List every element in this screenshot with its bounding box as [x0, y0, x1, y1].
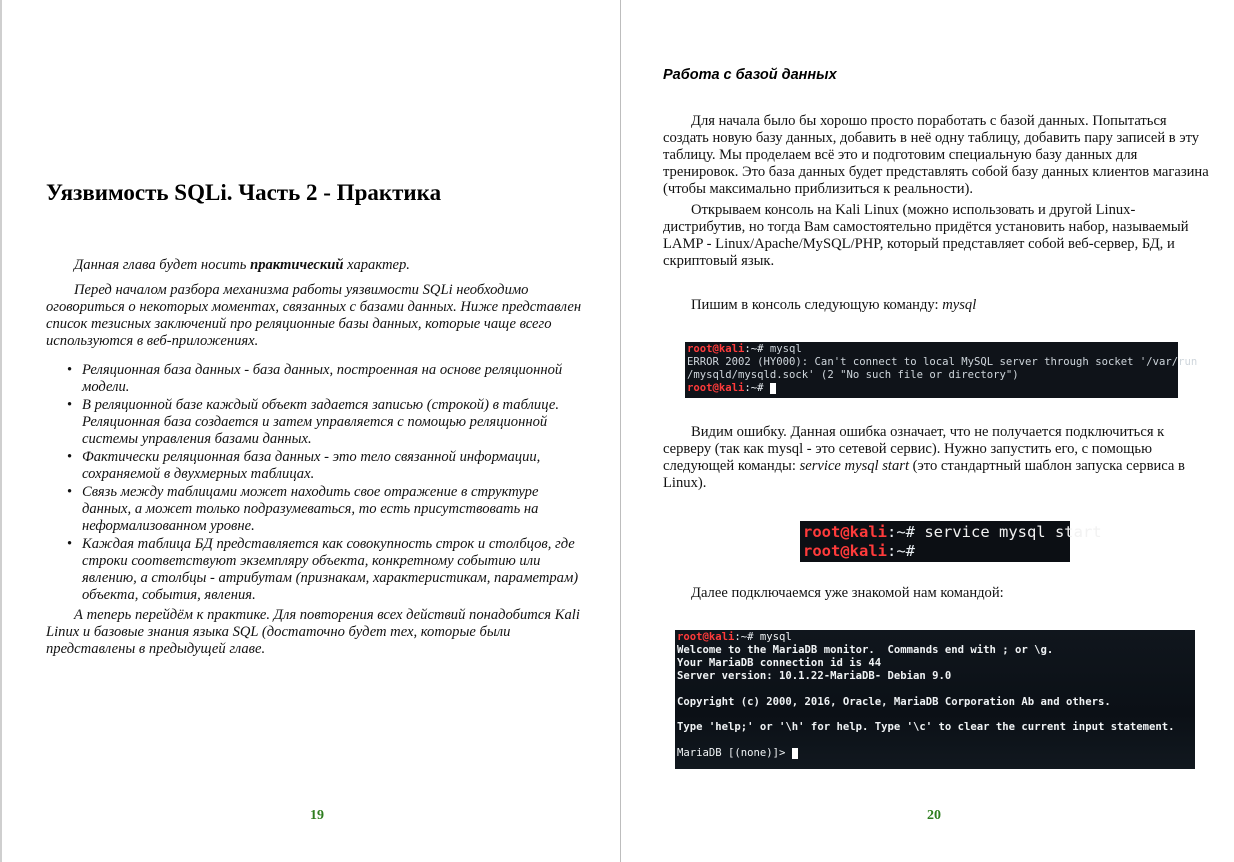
paragraph-text: Далее подключаемся уже знакомой нам командой:: [691, 585, 1004, 601]
terminal-line: [803, 542, 1067, 561]
paragraph-text: Открываем консоль на Kali Linux (можно использовать и другой Linux-дистрибутив, но тогда Вам самостоятельно придётся установить набор, называемый LAMP - Linux/Apache/MySQL/PHP, который представляет собой веб-сервер, БД, и скриптовый язык.: [663, 202, 1189, 269]
chapter-title: Уязвимость SQLi. Часть 2 - Практика: [46, 180, 442, 205]
prompt-rest: :~#: [744, 343, 770, 355]
terminal-blank-line: [677, 683, 1193, 696]
paragraph-text: Для начала было бы хорошо просто поработать с базой данных. Попытаться создать новую базу данных, добавить в неё одну таблицу, добавить пару записей в эту таблицу. Мы проделаем всё это и подготовим специальную базу данных для тренировок. Это база данных будет представлять собой базу данных клиентов магазина (чтобы максимально приблизиться к реальности).: [663, 113, 1209, 197]
bullet-text: Реляционная база данных - база данных, построенная на основе реляционной модели.: [82, 362, 563, 395]
list-item: [67, 362, 582, 396]
bullet-symbol: •: [67, 484, 73, 500]
paragraph: [663, 297, 1213, 314]
paragraph-text: Видим ошибку. Данная ошибка означает, что не получается подключиться к серверу (так как mysql - это сетевой сервис). Нужно запустить его, с помощью следующей команды:: [663, 424, 1165, 474]
prompt-rest: :~#: [744, 382, 770, 394]
terminal-line: [677, 631, 1193, 644]
bullet-text: В реляционной базе каждый объект задается записью (строкой) в таблице. Реляционная база создается и затем управляется с помощью реляционной системы управления базами данных.: [82, 397, 559, 447]
command: service mysql start: [924, 523, 1102, 541]
section-heading: Работа с базой данных: [663, 67, 837, 83]
prompt-user: root@kali: [803, 542, 887, 560]
terminal-blank-line: [677, 734, 1193, 747]
paragraph-text: (это стандартный шаблон запуска сервиса в Linux).: [663, 458, 1185, 491]
terminal-line: [687, 382, 1176, 395]
terminal-line: Type 'help;' or '\h' for help. Type '\c' to clear the current input statement.: [677, 721, 1175, 734]
inline-command: mysql: [942, 297, 977, 313]
terminal-line: Copyright (c) 2000, 2016, Oracle, MariaDB Corporation Ab and others.: [677, 695, 1111, 708]
list-item: [67, 484, 582, 535]
paragraph: [663, 424, 1213, 492]
bullet-symbol: •: [67, 536, 73, 552]
bullet-symbol: •: [67, 362, 73, 378]
intro1-post: характер.: [343, 257, 410, 273]
prompt-user: root@kali: [677, 631, 735, 643]
terminal-line: Welcome to the MariaDB monitor. Commands end with ; or \g.: [677, 643, 1054, 656]
terminal-screenshot-service: [800, 521, 1102, 562]
list-item: [67, 397, 582, 448]
list-item: [67, 536, 582, 604]
prompt-user: root@kali: [803, 523, 887, 541]
intro-paragraph-2: Перед началом разбора механизма работы уязвимости SQLi необходимо оговориться о некоторых моментах, связанных с базами данных. Ниже представлен список тезисных заключений про реляционные базы данных, которые чаще всего используются в веб-приложениях.: [46, 282, 582, 349]
cursor: [792, 748, 798, 759]
bullet-symbol: •: [67, 397, 73, 413]
intro1-bold: практический: [250, 257, 344, 273]
inline-command: service mysql start: [799, 458, 910, 474]
bullet-text: Каждая таблица БД представляется как совокупность строк и столбцов, где строки соответствуют экземпляру объекта, конкретному событию или явлению, а столбцы - атрибутам (признакам, характеристикам, параметрам) объекта, события, явления.: [82, 536, 579, 603]
prompt-rest: :~#: [887, 523, 925, 541]
terminal-line: [803, 523, 1102, 542]
terminal-screenshot-mariadb: [675, 630, 1195, 769]
command: mysql: [769, 343, 802, 355]
paragraph: [663, 202, 1213, 270]
terminal-line: Server version: 10.1.22-MariaDB- Debian 9.0: [677, 669, 952, 682]
right-page: [620, 0, 1234, 862]
terminal-screenshot-error: [685, 342, 1198, 398]
paragraph: [663, 113, 1213, 198]
prompt-user: root@kali: [687, 343, 745, 355]
prompt-rest: :~#: [734, 631, 760, 643]
cursor: [770, 383, 776, 394]
terminal-blank-line: [677, 708, 1193, 721]
prompt-user: root@kali: [687, 382, 745, 394]
bullet-symbol: •: [67, 449, 73, 465]
prompt-rest: :~#: [887, 542, 915, 560]
list-item: [67, 449, 582, 483]
page-number: 19: [310, 808, 324, 823]
terminal-line: [687, 343, 1176, 356]
intro-paragraph-1: [46, 257, 586, 274]
page-number: 20: [927, 808, 941, 823]
bullet-text: Фактически реляционная база данных - это тело связанной информации, сохраняемой в двухмерных таблицах.: [82, 449, 541, 482]
bullet-text: Связь между таблицами может находить свое отражение в структуре данных, а может только подразумеваться, то есть присутствовать на неформализованном уровне.: [82, 484, 539, 534]
terminal-line: Your MariaDB connection id is 44: [677, 656, 882, 669]
intro1-pre: Данная глава будет носить: [74, 257, 251, 273]
paragraph: [663, 585, 1213, 602]
outro-paragraph: А теперь перейдём к практике. Для повторения всех действий понадобится Kali Linux и базовые знания языка SQL (достаточно будет тех, которые были представлены в предыдущей главе.: [46, 607, 580, 657]
paragraph-text: Пишим в консоль следующую команду:: [691, 297, 943, 313]
mariadb-prompt: MariaDB [(none)]>: [677, 747, 792, 760]
terminal-line: ERROR 2002 (HY000): Can't connect to local MySQL server through socket '/var/run: [687, 356, 1198, 368]
terminal-line: [677, 747, 1193, 760]
command: mysql: [759, 631, 792, 643]
bullet-list: [67, 362, 582, 605]
terminal-line: /mysqld/mysqld.sock' (2 "No such file or directory"): [687, 369, 1019, 381]
